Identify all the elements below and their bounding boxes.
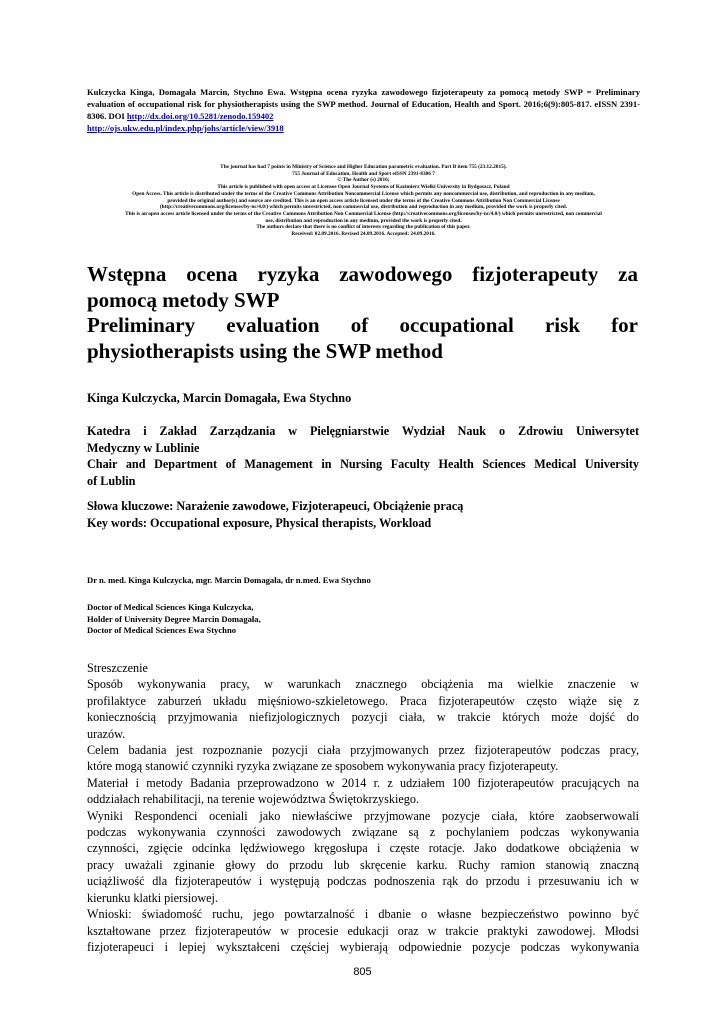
affiliation-en-line-2: of Lublin <box>87 473 136 488</box>
abstract-line: koniecznością przyjmowania niefizjologicznych pozycji ciała, w trakcie których może dojść do <box>87 710 639 725</box>
metadata-line: © The Author (s) 2016; <box>337 177 390 184</box>
abstract-line: kształtowane przez fizjoterapeutów w procesie edukacji oraz w trakcie praktyki zawodowej. Młodsi <box>87 923 639 938</box>
abstract-line: czynności, zgięcie odcinka lędźwiowego kręgosłupa i częste rotacje. Jako dodatkowe obciążenia w <box>87 841 639 856</box>
author-degree-line: Holder of University Degree Marcin Domagała, <box>87 613 261 624</box>
metadata-line: This is an open access article licensed under the terms of the Creative Commons Attribution Non Commercial License (http://creativecommons.org/licenses/by-nc/4.0/) which permits unrestricted, non commercial <box>125 210 602 217</box>
abstract-line: Wyniki Respondenci oceniali jako niewłaściwe przyjmowane pozycje ciała, które zaobserwowali <box>87 808 639 823</box>
metadata-line: provided the original author(s) and source are credited. This is an open access article licensed under the terms of the Creative Commons Attribution Non Commercial License <box>167 197 560 204</box>
abstract-line: fizjoterapeuci i lepiej wykształceni częściej wybierają odpowiednie pozycje podczas wykonywania <box>87 939 639 954</box>
page-number: 805 <box>353 966 372 978</box>
citation-text: Kulczycka Kinga, Domagała Marcin, Stychno Ewa. Wstępna ocena ryzyka zawodowego fizjoterapeuty za pomocą metody SWP = Preliminary evaluation of occupational risk for physiotherapists using the SWP method. Journal of Education, Health and Sport. 2016;6(9):805-817. eISSN 2391-8306. DOI <box>87 87 640 121</box>
metadata-line: (http://creativecommons.org/licenses/by-nc/4.0/) which permits unrestricted, non commercial use, distribution and reproduction in any medium, provided the work is properly cited. <box>159 204 568 211</box>
journal-link[interactable]: http://ojs.ukw.edu.pl/index.php/johs/article/view/3918 <box>87 123 284 133</box>
metadata-line: This article is published with open access at Licensee Open Journal Systems of Kazimierz Wielki University in Bydgoszcz, Poland <box>217 184 510 191</box>
abstract <box>87 660 639 955</box>
title-en-line-2: physiotherapists using the SWP method <box>87 338 443 363</box>
keywords-pl: Słowa kluczowe: Narażenie zawodowe, Fizjoterapeuci, Obciążenie pracą <box>87 499 464 513</box>
abstract-line: oddziałach rehabilitacji, na terenie województwa Świętokrzyskiego. <box>87 792 419 807</box>
abstract-line: podczas wykonywania czynności zawodowych związane są z pochylaniem podczas wykonywania <box>87 825 639 840</box>
title-en-line-1: Preliminary evaluation of occupational risk for <box>87 313 638 337</box>
abstract-heading: Streszczenie <box>87 661 148 675</box>
abstract-line: Sposób wykonywania pracy, w warunkach znacznego obciążenia ma wielkie znaczenie w <box>87 677 639 692</box>
affiliation <box>87 423 639 489</box>
abstract-line: Materiał i metody Badania przeprowadzono w 2014 r. z udziałem 100 fizjoterapeutów pracujących na <box>87 775 639 790</box>
abstract-line: które mogą stanowić czynniki ryzyka związane ze sposobem wykonywania pracy fizjoterapeuty. <box>87 759 559 774</box>
abstract-line: kierunku klatki piersiowej. <box>87 890 218 905</box>
title-pl-line-2: pomocą metody SWP <box>87 287 280 312</box>
title-pl-line-1: Wstępna ocena ryzyka zawodowego fizjoterapeuty za <box>87 262 638 286</box>
metadata-line: Open Access. This article is distributed under the terms of the Creative Commons Attribution Noncommercial License which permits any noncommercial use, distribution, and reproduction in any medium, <box>132 190 595 197</box>
abstract-line: Celem badania jest rozpoznanie pozycji ciała przyjmowanych przez fizjoterapeutów podczas pracy, <box>87 743 639 758</box>
citation-block <box>87 86 640 134</box>
author-degrees-en <box>87 602 261 637</box>
author-degrees-pl: Dr n. med. Kinga Kulczycka, mgr. Marcin Domagała, dr n.med. Ewa Stychno <box>87 575 371 585</box>
abstract-line: profilaktyce zaburzeń układu mięśniowo-szkieletowego. Praca fizjoterapeutów często wiąże się z <box>87 693 639 708</box>
metadata-line: use, distribution and reproduction in any medium, provided the work is properly cited. <box>265 217 462 224</box>
abstract-line: Wnioski: świadomość ruchu, jego powtarzalność i dbanie o własne bezpieczeństwo powinno być <box>87 907 639 922</box>
affiliation-pl-line-2: Medyczny w Lublinie <box>87 440 200 455</box>
metadata-line: Received: 02.09.2016. Revised 24.09.2016. Accepted: 24.09.2016. <box>291 231 436 238</box>
abstract-line: uciążliwość dla fizjoterapeutów i występują podczas podnoszenia rąk do przodu i przesuwaniu ich w <box>87 874 639 889</box>
affiliation-en-line-1: Chair and Department of Management in Nursing Faculty Health Sciences Medical University <box>87 457 639 471</box>
doi-link[interactable]: http://dx.doi.org/10.5281/zenodo.159402 <box>126 111 274 121</box>
abstract-line: urazów. <box>87 726 126 741</box>
keywords-en: Key words: Occupational exposure, Physical therapists, Workload <box>87 515 432 530</box>
metadata-line: The authors declare that there is no conflict of interests regarding the publication of this paper. <box>256 224 471 231</box>
authors: Kinga Kulczycka, Marcin Domagała, Ewa Stychno <box>87 391 352 405</box>
metadata-line: 755 Journal of Education, Health and Sport eISSN 2391-8306 7 <box>292 170 435 177</box>
affiliation-pl-line-1: Katedra i Zakład Zarządzania w Pielęgniarstwie Wydział Nauk o Zdrowiu Uniwersytet <box>87 424 639 438</box>
author-degree-line: Doctor of Medical Sciences Kinga Kulczycka, <box>87 602 254 612</box>
abstract-line: pracy uważali zginanie głowy do przodu lub skręcenie karku. Ruchy ramion stanowią znaczną <box>87 857 639 872</box>
metadata-line: The journal has had 7 points in Ministry of Science and Higher Education parametric evaluation. Part B item 755 (23.12.2015). <box>220 164 507 170</box>
author-degree-line: Doctor of Medical Sciences Ewa Stychno <box>87 625 237 635</box>
journal-metadata <box>86 164 641 238</box>
keywords <box>87 498 639 531</box>
article-title <box>87 262 638 364</box>
